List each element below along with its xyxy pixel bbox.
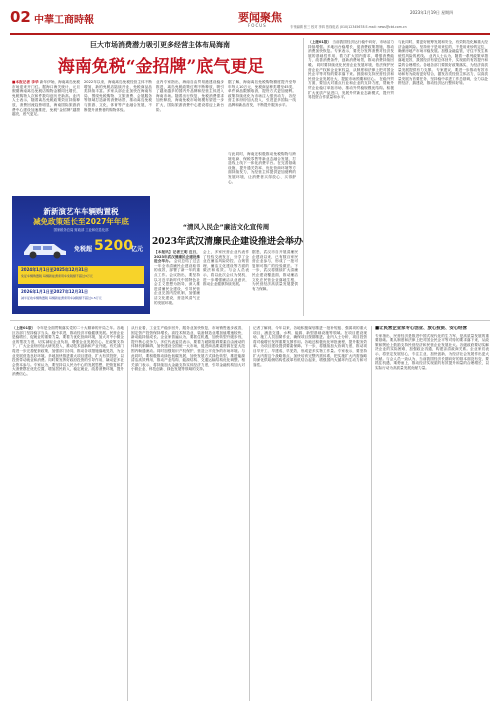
column-subtitle: FOCUS <box>248 23 267 28</box>
story2-byline: 【本报讯】记者王明 近日，2023年武汉清廉民企建设推进会举办。 <box>154 250 200 264</box>
lower-d-subhead: ■让民营企业家专心创业、放心投资、安心经营 <box>375 326 467 331</box>
story1-col3: 业内专家指出，海南自由贸易港建设稳步推进，离岛免税政策红利不断释放，吸引了越来越多的国内外品牌和经营主体进入海南市场。随着出行恢复，免税消费需求加快释放，海南免税市场规模有望进一步扩大，国际旅游消费中心建设将迈上新台阶。 <box>156 80 224 112</box>
lower-block-a <box>12 326 124 701</box>
right-story-body-c: 在稳外贸方面，要加大对重点行业和企业的支持力度，帮助外贸企业稳订单拓市场，推动外贸稳规模优结构。积极扩大优质产品进口，发展外贸新业态新模式，提升贸易投资合作质量和水平。 <box>308 76 394 100</box>
column-divider-right <box>303 38 304 316</box>
story2-body-a: 会议总结了过去一年全市清廉民企建设取得的成效，部署了新一年的重点工作。会议指出，要坚持以习近平新时代中国特色社会主义思想为指导，深入推进清廉民企建设，引导民营企业完善内控机制，加强廉洁文化建设，营造风清气正的发展环境。 <box>154 259 200 305</box>
banner-title-2: 减免政策延长至2027年年底 <box>33 217 129 226</box>
lower-divider-1 <box>127 326 128 701</box>
story1-headline: 海南免税“金招牌”底气更足 <box>57 57 265 77</box>
editor-line: 专刊编辑 张三 校对 李四 热线电话 (010)12345678 E-mail: news@cbt.com.cn <box>290 25 407 29</box>
story1-col5: 与此同时，海南还积极推动免税购物与跨境电商、保税零售等新业态融合发展，打造线上线下一体化消费平台。在完善基础设施、提升通关效率、优化营商环境等方面持续发力，为经营主体提供更加便利的发展环境，让消费者买得放心、买得舒心。 <box>228 152 296 184</box>
banner-sub: 国家税务总局 财政部 工业和信息化部 <box>53 228 109 232</box>
masthead-rule <box>10 33 490 35</box>
story2-col3: 据悉，武汉市自开展清廉民企建设以来，已有数百家民营企业参与，形成了一批可复制可推广的经验做法。下一步，武汉将继续扩大清廉民企建设覆盖面，推动廉洁文化在民营企业落地生根，为民营经济高质量发展提供有力保障。 <box>252 250 298 291</box>
car-graphic <box>20 236 70 260</box>
story1-col2: 2022年以来，海南离岛免税经营主体不断增加，新的免税店陆续开业，免税商品品类持续丰富。多家头部企业加快在海南布局，围绕免税购物、文旅消费、会展服务等领域打造新的消费场景，推动离岛免税与旅游、文化、体育等产业融合发展，不断提升消费者的购物体验。 <box>84 80 152 112</box>
right-story-body-b: 同时要持续优化民营企业发展环境，依法保护民营企业产权和企业家权益，从制度和法律上把对国企民企平等对待的要求落下来。鼓励和支持民营经济和民营企业发展壮大，提振市场预期和信心。 <box>308 62 394 81</box>
story2-col1 <box>154 250 200 316</box>
lower-a-kicker: （上接01版） <box>12 326 36 330</box>
right-story-body-f: 专家建议，要进一步推动有效市场和有为政府更好结合，激发各类经营主体活力，以高质量发展为首要任务，坚持稳中求进工作总基调，全力以赴拼经济、搞建设，推动经济运行整体好转。 <box>398 67 488 86</box>
masthead <box>10 6 490 36</box>
banner-row2 <box>18 288 144 306</box>
story2-headline: 2023年武汉清廉民企建设推进会举办 <box>152 237 304 247</box>
section-divider <box>10 320 490 321</box>
lower-block-d <box>375 326 489 701</box>
right-story-body-a: 当前我国经济运行稳中向好，市场活力持续增强。多地出台稳增长、促消费政策措施，推动消费加快恢复。专家表示，要充分发挥消费对经济发展的基础性作用，着力扩大国内需求，增强消费能力，改善消费条件，创新消费场景，推动消费持续回暖。 <box>308 40 394 67</box>
lower-block-c: 记者了解到，今年以来，各地积极谋划推进一批补短板、强弱项的重大项目，涵盖交通、水利、能源、新型基础设施等领域。在项目建设现场，施工人员加紧作业，确保项目按期推进。业内人士分析，项目投资将对稳增长发挥重要支撑作用。各地还积极优化审批流程，提升服务效率，为项目建设提供要素保障。下一步，将继续加大协调力度，推动项目早开工、早建成、早见效，形成更多实物工作量。专家表示，要坚持扩大内需这个战略基点，加快培育完整内需体系，把实施扩大内需战略同深化供给侧结构性改革有机结合起来，增强国内大循环内生动力和可靠性。 <box>253 326 367 367</box>
banner-row1 <box>18 266 144 284</box>
lower-divider-3 <box>371 326 372 701</box>
lower-d-body: 专家指出，民营经济是推进中国式现代化的生力军，是高质量发展的重要基础。要从制度和法律上把对国企民企平等对待的要求落下来，从政策和舆论上鼓励支持民营经济和民营企业发展壮大。各级政府要切实解决企业的实际困难，加强政企沟通，构建亲清政商关系。企业家们表示，将坚定发展信心，专注主业，加快创新，为经济社会发展作出更大贡献。与会人员一致认为，当前我国经济长期向好的基本面没有变，要抓住机遇，乘势而上，推动经济实现质的有效提升和量的合理增长，以实际行动为高质量发展贡献力量。 <box>375 333 489 370</box>
right-story-kicker: （上接01版） <box>308 40 332 44</box>
banner-big-a: 免税超 <box>74 246 93 253</box>
story1-col4: 据了解，海南离岛免税购物额度提升至每年每人10万元，免税商品种类增至45类，单件商品限额取消，提货方式更加便利。政策持续优化为市场注入强劲动力，各经营主体纷纷加大投入，引进更多国际一线品牌和新品首发，不断提升服务水平。 <box>228 80 296 107</box>
story1-col1 <box>12 80 80 192</box>
right-story-body-e: 业内人士认为，随着一系列政策举措落地见效，我国经济有望总体回升，实现质的有效提升和量的合理增长。各地各部门要抓好政策落实，为经济高质量发展提供有力支撑。 <box>398 53 488 72</box>
banner-row1-sub: 免征车辆购置税 每辆新能源乘用车免税额不超过3万元 <box>21 274 93 278</box>
story1-body-a: 新年伊始，海南离岛免税市场迎来开门红。据海口海关统计，元旦假期海南离岛免税店购物金额同比增长，免税购物人次和件数均创历史新高。业内人士表示，随着离岛免税政策效应持续释放，消费回流趋势明显，海南国际旅游消费中心建设加速推进，免税“金招牌”越擦越亮，底气更足。 <box>12 80 80 117</box>
date-line: 2023年1月19日 星期四 <box>410 10 454 15</box>
right-story-col1 <box>308 40 394 316</box>
car-icon <box>20 236 70 260</box>
page-number: 02 <box>10 8 31 26</box>
banner-big-b: 亿元 <box>131 246 144 253</box>
story2-kicker: “清风入民企”廉洁文化宣传周 <box>182 223 270 231</box>
section-name: 中華工商時報 <box>34 15 94 26</box>
banner-row1-date: 2024年1月1日至2025年12月31日 <box>21 267 88 272</box>
column-title: 要闻聚焦 <box>238 11 282 24</box>
story1-kicker: 巨大市场消费潜力吸引更多经营主体布局海南 <box>90 41 230 49</box>
banner-title-1: 新新演艺车车辆购置税 <box>43 207 119 216</box>
banner-row2-date: 2026年1月1日至2027年12月31日 <box>21 289 88 294</box>
banner-row2-sub: 减半征收车辆购置税 每辆新能源乘用车减税额不超过1.5万元 <box>21 296 102 300</box>
lower-block-b: 从行业看，工业生产稳步回升，服务业加快恢复，市场销售逐步改善，固定资产投资保持增长。高技术制造业、装备制造业增加值增速较快，新动能持续成长。企业家普遍认为，要抓住机遇，加快转型升级步伐，提升核心竞争力。多位代表委员表示，要着力破除阻碍要素自由流动的体制机制障碍，加快建设全国统一大市场，促进商品要素资源在更大范围内畅通流动。同时加强知识产权保护，营造公平竞争的市场环境。与此同时，要积极推动绿色低碳发展，加快发展方式绿色转型，推进能源清洁高效利用，推动产业结构、能源结构、交通运输结构优化调整。相关部门表示，将持续加大金融支持实体经济力度，引导金融机构加大对小微企业、科技创新、绿色发展等领域的支持。 <box>131 326 245 372</box>
banner-big-number: 5200 <box>94 238 133 254</box>
lower-divider-2 <box>249 326 250 701</box>
lower-a-body: 今年是全面贯彻落实党的二十大精神的开局之年。各地区各部门坚持稳字当头、稳中求进，推动经济平稳健康发展。民营企业是稳增长、促就业的重要力量，要着力优化营商环境，加大对中小微企业的帮扶力度，切实减轻企业负担，增强企业发展信心。在政策支持下，广大企业纷纷加大研发投入，推动技术创新和产业升级。有关部门将进一步完善配套政策，加强部门协同，推动各项措施落地见效，为企业发展营造良好环境。多地加快推进重大项目建设，扩大有效投资，以投资带动就业和消费。同时要发挥好政府投资的引导作用，撬动更多社会资本参与。专家认为，要坚持以人民为中心的发展思想，把恢复和扩大消费摆在优先位置，增加居民收入，稳定就业，改善消费环境，提升消费信心。 <box>12 326 124 376</box>
tax-policy-banner <box>12 196 150 314</box>
right-story-body-d: 与此同时，要更好统筹发展和安全，有效防范化解重大经济金融风险。坚持房子是用来住的、不是用来炒的定位，确保房地产市场平稳发展。加强金融监管，守住不发生系统性风险的底线。 <box>398 40 488 58</box>
story2-col2: 会上，多家民营企业代表作了经验交流发言，分享了企业在廉洁风险防控、合规管理、廉洁文化建设等方面的做法和成效。与会人员表示，将以此次会议为契机，进一步增强廉洁从业意识，推动企业健康持续发展。 <box>203 250 249 287</box>
right-story-col2 <box>398 40 488 316</box>
story1-byline: ■本报记者 李华 <box>12 80 39 84</box>
